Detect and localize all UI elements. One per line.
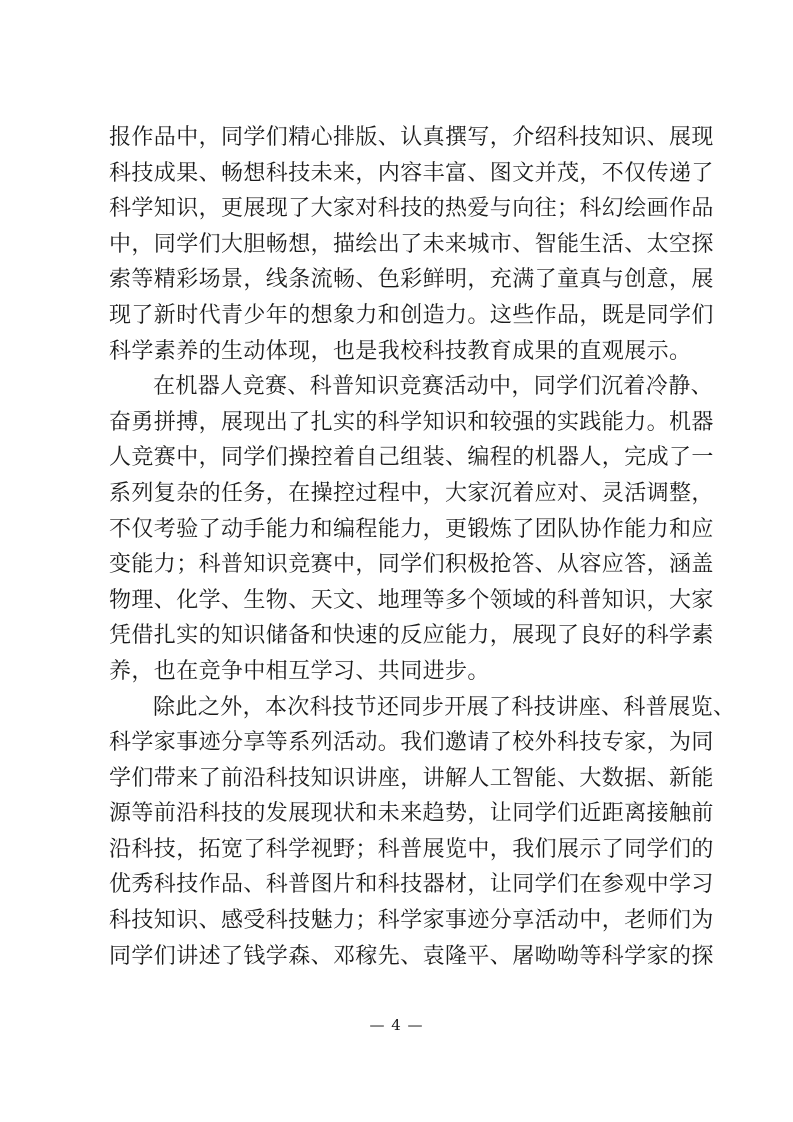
- text-line: 沿科技，拓宽了科学视野；科普展览中，我们展示了同学们的: [109, 836, 714, 862]
- text-line: 报作品中，同学们精心排版、认真撰写，介绍科技知识、展现: [109, 125, 714, 150]
- text-line: 人竞赛中，同学们操控着自己组装、编程的机器人，完成了一: [109, 445, 714, 471]
- text-line: 源等前沿科技的发展现状和未来趋势，让同学们近距离接触前: [109, 801, 714, 827]
- text-line: 学们带来了前沿科技知识讲座，讲解人工智能、大数据、新能: [109, 765, 714, 791]
- text-line: 现了新时代青少年的想象力和创造力。这些作品，既是同学们: [109, 302, 714, 328]
- text-line: 不仅考验了动手能力和编程能力，更锻炼了团队协作能力和应: [109, 516, 714, 542]
- text-line: 奋勇拼搏，展现出了扎实的科学知识和较强的实践能力。机器: [109, 409, 714, 435]
- page-number: — 4 —: [369, 1016, 424, 1034]
- paragraph-first-line: 在机器人竞赛、科普知识竞赛活动中，同学们沉着冷静、: [153, 374, 714, 400]
- text-line: 科学素养的生动体现，也是我校科技教育成果的直观展示。: [109, 338, 692, 364]
- body-text: [109, 120, 736, 974]
- text-line: 变能力；科普知识竞赛中，同学们积极抢答、从容应答，涵盖: [109, 552, 714, 578]
- text-line: 凭借扎实的知识储备和快速的反应能力，展现了良好的科学素: [109, 623, 714, 649]
- text-line: 科技知识、感受科技魅力；科学家事迹分享活动中，老师们为: [109, 908, 714, 934]
- text-line: 优秀科技作品、科普图片和科技器材，让同学们在参观中学习: [109, 872, 714, 898]
- text-line: 物理、化学、生物、天文、地理等多个领域的科普知识，大家: [109, 587, 714, 613]
- text-line: 科学家事迹分享等系列活动。我们邀请了校外科技专家，为同: [109, 730, 714, 756]
- text-line: 同学们讲述了钱学森、邓稼先、袁隆平、屠呦呦等科学家的探: [109, 943, 714, 969]
- text-line: 索等精彩场景，线条流畅、色彩鲜明，充满了童真与创意，展: [109, 267, 714, 293]
- paragraph-first-line: 除此之外，本次科技节还同步开展了科技讲座、科普展览、: [153, 694, 736, 720]
- text-line: 科学知识，更展现了大家对科技的热爱与向往；科幻绘画作品: [109, 196, 714, 222]
- text-line: 系列复杂的任务，在操控过程中，大家沉着应对、灵活调整，: [109, 480, 714, 506]
- text-line: 养，也在竞争中相互学习、共同进步。: [109, 658, 490, 684]
- text-line: 中，同学们大胆畅想，描绘出了未来城市、智能生活、太空探: [109, 231, 714, 257]
- text-line: 科技成果、畅想科技未来，内容丰富、图文并茂，不仅传递了: [109, 160, 714, 186]
